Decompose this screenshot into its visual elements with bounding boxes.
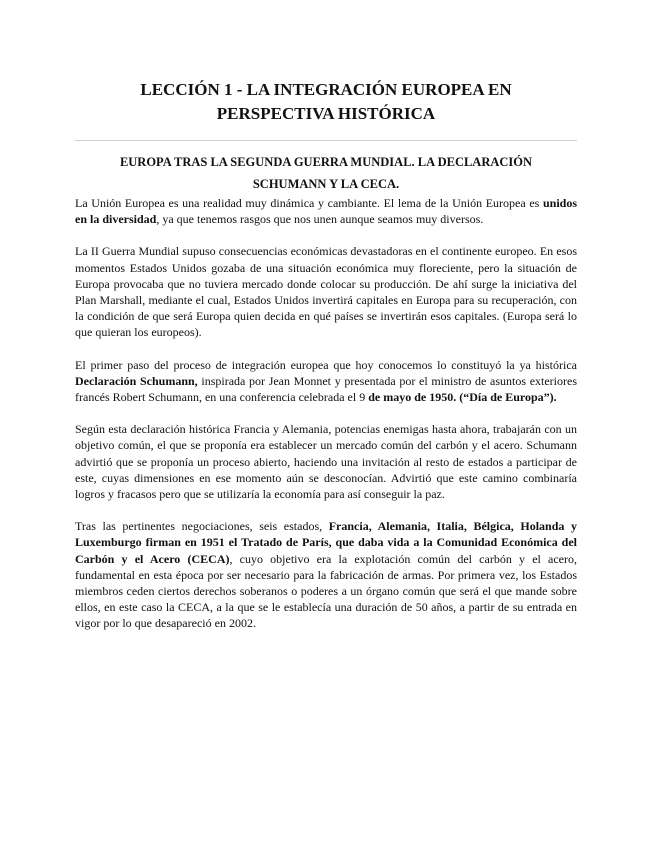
paragraph-1-emphasis: unidos en la diversidad xyxy=(75,196,577,227)
paragraph-5-text-a: Tras las pertinentes negociaciones, seis estados, xyxy=(75,519,329,534)
lesson-title-line-1: LECCIÓN 1 - LA INTEGRACIÓN EUROPEA EN xyxy=(140,80,512,99)
paragraph-3-emphasis-declaration: Declaración Schumann, xyxy=(75,373,198,388)
paragraph-1-text-c: , ya que tenemos rasgos que nos unen aunque seamos muy diversos. xyxy=(156,212,484,227)
paragraph-4: Según esta declaración histórica Francia y Alemania, potencias enemigas hasta ahora, trabajarán con un objetivo común, el que se proponía era establecer un mercado común del carbón y el acero. Schumann advirtió que se proponía un proceso abierto, haciendo una invitación al resto de estados a participar de este, cuyas dimensiones en ese momento aún se desconocían. Advirtió que este camino combinaría logros y fracasos pero que se utilizaría la economía para así conseguir la paz. xyxy=(75,422,577,502)
paragraph-spacer xyxy=(75,341,577,357)
section-heading-line-1: EUROPA TRAS LA SEGUNDA GUERRA MUNDIAL. LA DECLARACIÓN xyxy=(119,155,533,169)
lesson-title-line-2: PERSPECTIVA HISTÓRICA xyxy=(216,104,436,123)
paragraph-1 xyxy=(75,195,577,227)
paragraph-3-text-c: inspirada por Jean Monnet y presentada por el ministro de asuntos exteriores francés Robert Schumann, en una conferencia celebrada el 9 xyxy=(75,373,577,405)
paragraph-5-emphasis: Francia, Alemania, Italia, Bélgica, Holanda y Luxemburgo firman en 1951 el Tratado de París, que daba vida a la Comunidad Económica del Carbón y el Acero (CECA) xyxy=(75,519,577,566)
paragraph-5 xyxy=(75,518,577,631)
section-heading xyxy=(75,151,577,195)
title-divider xyxy=(75,140,577,141)
paragraph-1-text-a: La Unión Europea es una realidad muy dinámica y cambiante. El lema de la Unión Europea es xyxy=(75,196,543,210)
paragraph-spacer xyxy=(75,502,577,518)
paragraph-3-emphasis-date: de mayo de 1950. (“Día de Europa”). xyxy=(368,390,557,405)
paragraph-5-text-c: , cuyo objetivo era la explotación común del carbón y el acero, fundamental en esta época por ser necesario para la fabricación de armas. Por primera vez, los Estados miembros ceden ciertos derechos soberanos o poderes a un órgano común que será el que mande sobre ellos, en este caso la CECA, a la que se le establecía una duración de 50 años, a partir de su entrada en vigor por lo que desapareció en 2002. xyxy=(75,551,578,631)
paragraph-3 xyxy=(75,357,577,406)
section-heading-line-2: SCHUMANN Y LA CECA. xyxy=(252,177,400,191)
paragraph-2: La II Guerra Mundial supuso consecuencias económicas devastadoras en el continente europeo. En esos momentos Estados Unidos gozaba de una situación económica muy floreciente, pero la situación de Europa provocaba que no tuviera mercado donde colocar su producción. De ahí surge la iniciativa del Plan Marshall, mediante el cual, Estados Unidos invertirá capitales en Europa para su recuperación, con la condición de que será Europa quien decida en qué países se invertirán esos capitales. (Europa será lo que quieran los europeos). xyxy=(75,244,577,340)
lesson-title xyxy=(75,78,577,126)
paragraph-3-text-a: El primer paso del proceso de integración europea que hoy conocemos lo constituyó la ya histórica xyxy=(75,357,577,372)
paragraph-spacer xyxy=(75,405,577,421)
paragraph-spacer xyxy=(75,227,577,243)
